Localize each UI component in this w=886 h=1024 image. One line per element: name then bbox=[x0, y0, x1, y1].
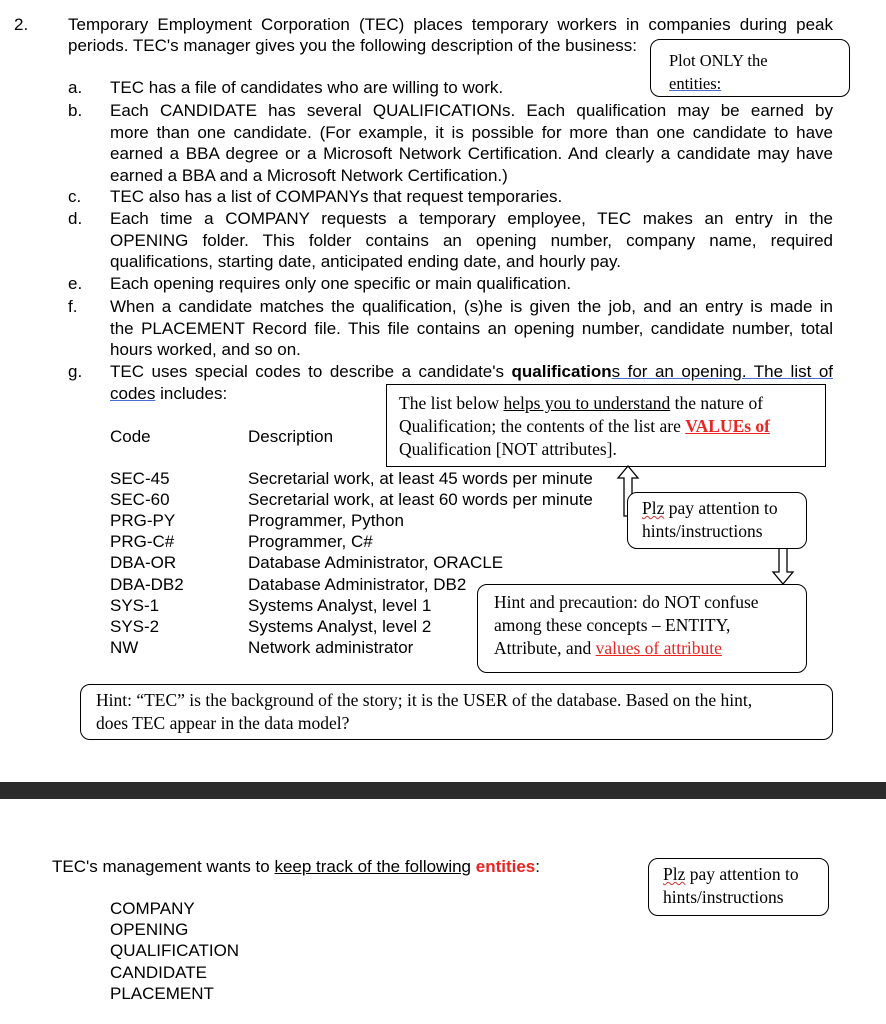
arrow-down-icon bbox=[770, 546, 796, 586]
code-cell: SEC-45 bbox=[110, 469, 170, 488]
description-cell: Secretarial work, at least 45 words per minute bbox=[248, 469, 593, 488]
code-cell: SYS-1 bbox=[110, 595, 160, 615]
item-line: earned a BBA degree or a Microsoft Network Certification. And clearly a candidate may have bbox=[110, 144, 833, 164]
item-letter: f. bbox=[68, 297, 78, 316]
question-number: 2. bbox=[14, 15, 29, 34]
code-cell: SYS-2 bbox=[110, 616, 160, 636]
entity-item: OPENING bbox=[110, 920, 189, 940]
code-cell: PRG-PY bbox=[110, 511, 176, 531]
code-cell: PRG-C# bbox=[110, 532, 175, 552]
description-cell: Programmer, Python bbox=[248, 511, 404, 531]
hint-tec-callout: Hint: “TEC” is the background of the story; it is the USER of the database. Based on the hint, does TEC appear in the data model? bbox=[80, 684, 833, 740]
description-cell: Database Administrator, ORACLE bbox=[248, 553, 504, 573]
callout-text: entities: bbox=[669, 74, 722, 93]
code-cell: DBA-DB2 bbox=[110, 574, 184, 594]
callout-text: Plot ONLY the bbox=[669, 51, 768, 70]
item-line: TEC has a file of candidates who are willing to work. bbox=[110, 78, 504, 97]
item-line: TEC also has a list of COMPANYs that request temporaries. bbox=[110, 187, 563, 206]
item-line: Each opening requires only one specific or main qualification. bbox=[110, 274, 572, 293]
plz-attention-callout: Plz pay attention to hints/instructions bbox=[627, 492, 807, 549]
plz-attention-callout-2: Plz pay attention to hints/instructions bbox=[648, 858, 829, 916]
code-cell: SEC-60 bbox=[110, 490, 170, 510]
item-g-line: codes includes: bbox=[110, 384, 228, 403]
code-cell: NW bbox=[110, 637, 139, 657]
description-cell: Secretarial work, at least 60 words per minute bbox=[248, 490, 593, 510]
entity-item: PLACEMENT bbox=[110, 983, 214, 1003]
item-letter: d. bbox=[68, 209, 83, 228]
item-line: Each time a COMPANY requests a temporary employee, TEC makes an entry in the bbox=[110, 209, 833, 228]
item-line: Each CANDIDATE has several QUALIFICATIONs. Each qualification may be earned by bbox=[110, 101, 833, 120]
intro-line: periods. TEC's manager gives you the following description of the business: bbox=[68, 36, 637, 55]
hint-precaution-callout: Hint and precaution: do NOT confuse among these concepts – ENTITY, Attribute, and values of attribute bbox=[477, 584, 807, 673]
description-header: Description bbox=[248, 427, 334, 446]
page-divider bbox=[0, 782, 886, 799]
description-cell: Systems Analyst, level 2 bbox=[248, 616, 432, 636]
description-cell: Systems Analyst, level 1 bbox=[248, 595, 432, 615]
item-letter: c. bbox=[68, 187, 82, 206]
item-letter: b. bbox=[68, 101, 83, 120]
item-letter: a. bbox=[68, 78, 83, 97]
item-line: hours worked, and so on. bbox=[110, 340, 301, 360]
item-line: the PLACEMENT Record file. This file contains an opening number, candidate number, total bbox=[110, 318, 833, 338]
description-cell: Network administrator bbox=[248, 637, 414, 657]
item-line: more than one candidate. (For example, it is possible for more than one candidate to have bbox=[110, 122, 833, 142]
item-line: qualifications, starting date, anticipated ending date, and hourly pay. bbox=[110, 252, 621, 272]
item-line: earned a BBA and a Microsoft Network Certification.) bbox=[110, 166, 508, 186]
item-g-line: TEC uses special codes to describe a candidate's qualifications for an opening. The list of bbox=[110, 362, 833, 381]
plot-only-callout bbox=[650, 39, 850, 97]
entity-item: QUALIFICATION bbox=[110, 941, 240, 961]
list-note-callout: The list below helps you to understand the nature of Qualification; the contents of the list are VALUEs of Qualification [NOT attributes]. bbox=[386, 384, 826, 467]
intro-line: Temporary Employment Corporation (TEC) places temporary workers in companies during peak bbox=[68, 15, 833, 34]
bottom-prompt: TEC's management wants to keep track of the following entities: bbox=[52, 857, 541, 876]
item-letter: e. bbox=[68, 274, 83, 293]
item-line: When a candidate matches the qualification, (s)he is given the job, and an entry is made in bbox=[110, 297, 833, 316]
code-cell: DBA-OR bbox=[110, 553, 177, 573]
entity-item: CANDIDATE bbox=[110, 962, 207, 982]
item-line: OPENING folder. This folder contains an opening number, company name, required bbox=[110, 230, 833, 250]
code-header: Code bbox=[110, 427, 151, 446]
item-letter: g. bbox=[68, 362, 83, 381]
entity-item: COMPANY bbox=[110, 899, 195, 918]
description-cell: Programmer, C# bbox=[248, 532, 373, 552]
description-cell: Database Administrator, DB2 bbox=[248, 574, 467, 594]
